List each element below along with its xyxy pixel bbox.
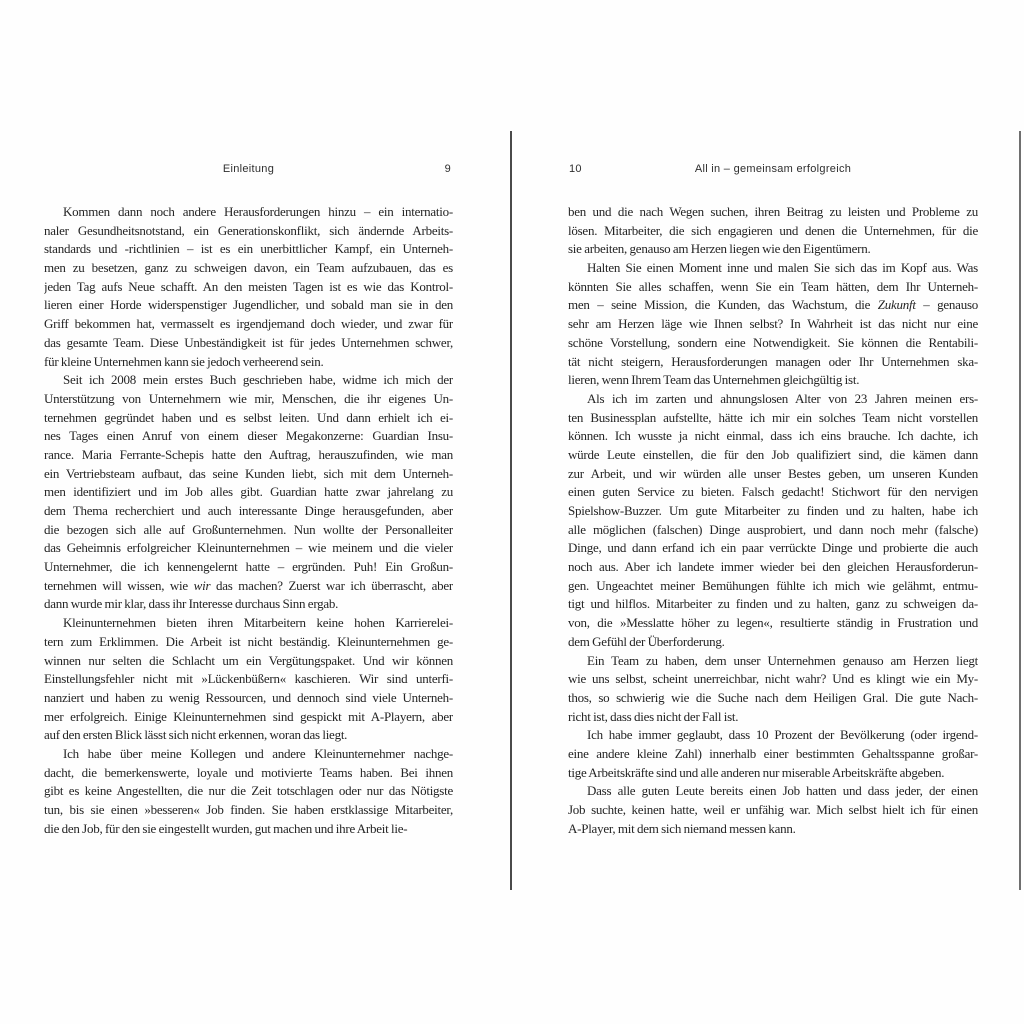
text-line: [568, 558, 978, 577]
book-page-9: [44, 0, 453, 1024]
text-run: Einstellungsfehler nicht mit »Lückenbüßern« kaschieren. Wir sind unterfi-: [44, 671, 453, 687]
italic-word: Zukunft: [877, 297, 916, 313]
text-run: Ein Team zu haben, dem unser Unternehmen genauso am Herzen liegt: [587, 652, 978, 668]
text-run: dem Gefühl der Überforderung.: [568, 633, 725, 649]
text-line: [44, 390, 453, 409]
paragraph: [568, 203, 978, 259]
paragraph: [44, 371, 453, 614]
text-line: [568, 334, 978, 353]
text-line: [568, 296, 978, 315]
text-line: [44, 334, 453, 353]
text-run: sehr am Herzen läge wie Ihnen selbst? In Wahrheit ist das nicht nur eine: [568, 316, 978, 332]
text-run: nes Tages einen Anruf von einem dieser Megakonzerne: Guardian Insu-: [44, 428, 453, 444]
text-run: könnten Sie alles schaffen, wenn Sie ein Team hätten, dem Ihr Unterneh-: [568, 278, 978, 294]
page-10-header: [568, 163, 978, 179]
text-line: [568, 446, 978, 465]
text-run: mer erfolgreich. Einige Kleinunternehmen sind gespickt mit A-Playern, aber: [44, 708, 453, 724]
text-run: tun, bis sie einen »besseren« Job finden. Sie haben erstklassige Mitarbeiter,: [44, 802, 453, 817]
text-run: Als ich im zarten und ahnungslosen Alter von 23 Jahren meinen ers-: [587, 390, 978, 406]
paragraph: [568, 259, 978, 390]
text-run: richt ist, dass dies nicht der Fall ist.: [568, 708, 739, 724]
text-run: Seit ich 2008 mein erstes Buch geschrieben habe, widme ich mich der: [63, 372, 453, 388]
text-run: – genauso: [915, 297, 978, 313]
text-line: [568, 689, 978, 708]
text-line: [44, 577, 453, 596]
text-run: ben und die nach Wegen suchen, ihren Beitrag zu leisten und Probleme zu: [568, 204, 978, 219]
text-run: das gesamte Team. Diese Unbeständigkeit ist für jedes Unternehmen schwer,: [44, 334, 453, 350]
text-line: [44, 259, 453, 278]
text-line: [44, 446, 453, 465]
text-line: [44, 708, 453, 727]
text-run: dem Thema recherchiert und auch interessante Dinge herausgefunden, aber: [44, 503, 453, 518]
text-line: [568, 577, 978, 596]
text-line: [44, 745, 453, 764]
paragraph: [568, 782, 978, 838]
text-run: ein Vertriebsteam aufbaut, das seine Kunden liebt, sich mit dem Unterneh-: [44, 465, 453, 481]
text-line: [44, 521, 453, 540]
text-run: A-Player, mit dem sich niemand messen kann.: [568, 820, 796, 836]
text-line: [44, 315, 453, 334]
text-run: nanziert und haben zu wenig Ressourcen, und dennoch sind viele Unterneh-: [44, 689, 453, 705]
paragraph: [44, 745, 453, 838]
text-run: Ich habe über meine Kollegen und andere Kleinunternehmer nachge-: [63, 745, 453, 761]
text-line: [44, 652, 453, 671]
text-line: [44, 371, 453, 390]
text-run: gibt es keine Angestellten, die nur die Zeit totschlagen oder nur das Nötigste: [44, 783, 453, 799]
text-line: [568, 652, 978, 671]
text-run: men zu besetzen, ganz zu schweigen davon, ein Team aufzubauen, das es: [44, 260, 453, 276]
text-run: Halten Sie einen Moment inne und malen Sie sich das im Kopf aus. Was: [587, 260, 978, 276]
paragraph: [568, 390, 978, 652]
page-gutter-divider: [510, 131, 512, 890]
text-run: das Geheimnis erfolgreicher Kleinunternehmen – wie meinem und die vieler: [44, 540, 453, 556]
text-run: einen guten Service zu bieten. Falsch gedacht! Stichwort für den nervigen: [568, 484, 978, 500]
text-run: Unternehmer, die ich kennengelernt hatte – ergründen. Puh! Ein Großun-: [44, 559, 453, 575]
text-line: [44, 465, 453, 484]
text-run: ten Businessplan aufstellte, hätte ich mir ein solches Team nicht vorstellen: [568, 409, 978, 425]
text-run: Kommen dann noch andere Herausforderungen hinzu – ein internatio-: [63, 204, 453, 219]
text-run: rance. Maria Ferrante-Schepis hatte den Auftrag, herauszufinden, wie man: [44, 446, 453, 462]
text-run: tigt und hilflos. Mitarbeiter zu finden und zu halten, ganz zu schweigen da-: [568, 596, 978, 612]
text-run: können. Ich wusste ja nicht einmal, dass ich eins brauche. Ich dachte, ich: [568, 428, 978, 444]
text-run: Griff bekommen hat, vermasselt es irgendjemand doch wieder, und zwar für: [44, 316, 453, 332]
text-run: ternehmen will wissen, wie: [44, 577, 194, 593]
text-run: schöne Vorstellung, sondern eine Notwendigkeit. Sie können die Rentabili-: [568, 334, 978, 350]
book-page-10: [568, 0, 978, 1024]
text-line: [568, 390, 978, 409]
text-line: [568, 353, 978, 372]
text-line: [568, 315, 978, 334]
text-line: [44, 595, 453, 614]
page-9-text-column: [44, 203, 453, 838]
text-run: Dinge, und dann erfand ich ein paar verrückte Dinge und probierte die auch: [568, 540, 978, 556]
text-line: [44, 782, 453, 801]
text-run: Job suchte, keinen hatte, weil er unfähig war. Mich selbst hielt ich für einen: [568, 802, 978, 817]
text-line: [568, 222, 978, 241]
text-line: [568, 371, 978, 390]
text-line: [44, 689, 453, 708]
page-10-text-column: [568, 203, 978, 838]
text-line: [568, 745, 978, 764]
text-run: noch aus. Aber ich landete immer wieder bei den gleichen Herausforderun-: [568, 559, 978, 575]
text-line: [44, 820, 453, 839]
paragraph: [44, 614, 453, 745]
text-line: [568, 502, 978, 521]
text-run: jeden Tag aufs Neue schafft. An den meisten Tagen ist es wie das Kontrol-: [44, 278, 453, 294]
text-line: [568, 614, 978, 633]
text-line: [568, 539, 978, 558]
paragraph: [568, 726, 978, 782]
text-run: Kleinunternehmen bieten ihren Mitarbeitern keine hohen Karrierelei-: [63, 615, 453, 631]
text-run: das machen? Zuerst war ich überrascht, aber: [210, 577, 453, 593]
text-line: [568, 409, 978, 428]
text-line: [44, 296, 453, 315]
text-run: tern zum Erklimmen. Die Arbeit ist nicht beständig. Kleinunternehmen ge-: [44, 633, 453, 649]
text-line: [44, 222, 453, 241]
text-line: [568, 633, 978, 652]
text-line: [568, 726, 978, 745]
text-line: [568, 782, 978, 801]
text-run: würde Leute einstellen, die für den Job qualifiziert sind, die kämen dann: [568, 446, 978, 462]
text-run: wie uns selbst, scheint unerreichbar, nicht wahr? Und es klingt wie ein My-: [568, 671, 978, 687]
paragraph: [568, 652, 978, 727]
text-line: [568, 465, 978, 484]
text-line: [568, 521, 978, 540]
text-run: standards und -richtlinien – ist es ein unerbittlicher Kampf, ein Unterneh-: [44, 241, 453, 257]
text-line: [44, 764, 453, 783]
text-run: Dass alle guten Leute bereits einen Job hatten und dass jeder, der einen: [587, 783, 978, 799]
text-run: lieren einer Horde widerspenstiger Jugendlicher, und sobald man sie in den: [44, 297, 453, 313]
text-line: [44, 726, 453, 745]
text-line: [44, 670, 453, 689]
text-line: [568, 259, 978, 278]
text-line: [44, 203, 453, 222]
paragraph: [44, 203, 453, 371]
text-line: [44, 409, 453, 428]
text-run: naler Gesundheitsnotstand, ein Generationskonflikt, sich ändernde Arbeits-: [44, 222, 453, 238]
next-page-edge-line: [1019, 131, 1021, 890]
text-line: [44, 483, 453, 502]
text-run: lösen. Mitarbeiter, die sich engagieren und denen die Unternehmen, für die: [568, 222, 978, 238]
text-line: [568, 764, 978, 783]
page-9-header: [44, 163, 453, 179]
text-line: [568, 427, 978, 446]
text-run: alle möglichen (falschen) Dinge ausprobiert, und dann noch mehr (falsche): [568, 521, 978, 537]
text-line: [44, 614, 453, 633]
text-line: [44, 427, 453, 446]
text-line: [568, 595, 978, 614]
book-running-title: All in – gemeinsam erfolgreich: [694, 163, 852, 175]
text-line: [44, 801, 453, 820]
text-run: tige Arbeitskräfte sind und alle anderen nur miserable Arbeitskräfte abgeben.: [568, 764, 945, 780]
italic-word: wir: [193, 577, 211, 593]
text-line: [568, 708, 978, 727]
text-line: [44, 539, 453, 558]
text-run: men – seine Mission, die Kunden, das Wachstum, die: [568, 297, 878, 313]
text-run: zur Arbeit, und wir würden alle unser Bestes geben, um unseren Kunden: [568, 465, 978, 481]
text-run: winnen nur selten die Schlacht um ein Vergütungspaket. Und wir können: [44, 652, 453, 668]
text-run: Spielshow-Buzzer. Um gute Mitarbeiter zu finden und zu halten, habe ich: [568, 503, 978, 518]
page-number-10: 10: [569, 163, 582, 175]
text-run: Unterstützung von Unternehmern wie mir, Menschen, die ihr eigenes Un-: [44, 390, 453, 406]
text-run: auf den ersten Blick lässt sich nicht erkennen, woran das liegt.: [44, 727, 348, 743]
text-line: [44, 353, 453, 372]
text-line: [44, 240, 453, 259]
text-line: [568, 820, 978, 839]
text-run: von, die »Messlatte höher zu legen«, resultierte ständig in Frustration und: [568, 615, 978, 631]
chapter-running-title: Einleitung: [222, 163, 275, 175]
text-line: [44, 633, 453, 652]
text-line: [568, 483, 978, 502]
text-line: [568, 801, 978, 820]
text-line: [568, 203, 978, 222]
page-number-9: 9: [444, 163, 451, 175]
text-line: [44, 278, 453, 297]
text-run: tät nicht steigern, Herausforderungen managen oder Ihr Unternehmen ska-: [568, 353, 978, 369]
text-run: men identifiziert und im Job alles gibt. Guardian hatte zwar jahrelang zu: [44, 484, 453, 500]
text-run: gen. Ungeachtet meiner Bemühungen fühlte ich mich wie gelähmt, entmu-: [568, 577, 978, 593]
text-line: [568, 670, 978, 689]
text-run: die den Job, für den sie eingestellt wurden, gut machen und ihre Arbeit lie-: [44, 820, 408, 836]
text-run: dacht, die bemerkenswerte, loyale und motivierte Teams haben. Bei ihnen: [44, 764, 453, 780]
text-line: [44, 502, 453, 521]
text-run: lieren, wenn Ihrem Team das Unternehmen gleichgültig ist.: [568, 372, 860, 388]
text-run: Ich habe immer geglaubt, dass 10 Prozent der Bevölkerung (oder irgend-: [587, 727, 978, 743]
text-line: [44, 558, 453, 577]
text-run: die bezogen sich alle auf Großunternehmen. Nun wollte der Personalleiter: [44, 521, 453, 537]
text-run: eine andere kleine Zahl) innerhalb einer bestimmten Gehaltsspanne großar-: [568, 745, 978, 761]
text-run: sie arbeiten, genauso am Herzen liegen wie den Eigentümern.: [568, 241, 871, 257]
text-run: für kleine Unternehmen kann sie jedoch verheerend sein.: [44, 353, 324, 369]
text-line: [568, 278, 978, 297]
text-run: thos, so schwierig wie die Suche nach dem Heiligen Gral. Die gute Nach-: [568, 689, 978, 705]
text-line: [568, 240, 978, 259]
text-run: ternehmen gegründet haben und es selbst leiten. Und dann erhielt ich ei-: [44, 409, 453, 425]
text-run: dann wurde mir klar, dass ihr Interesse durchaus Sinn ergab.: [44, 596, 339, 612]
